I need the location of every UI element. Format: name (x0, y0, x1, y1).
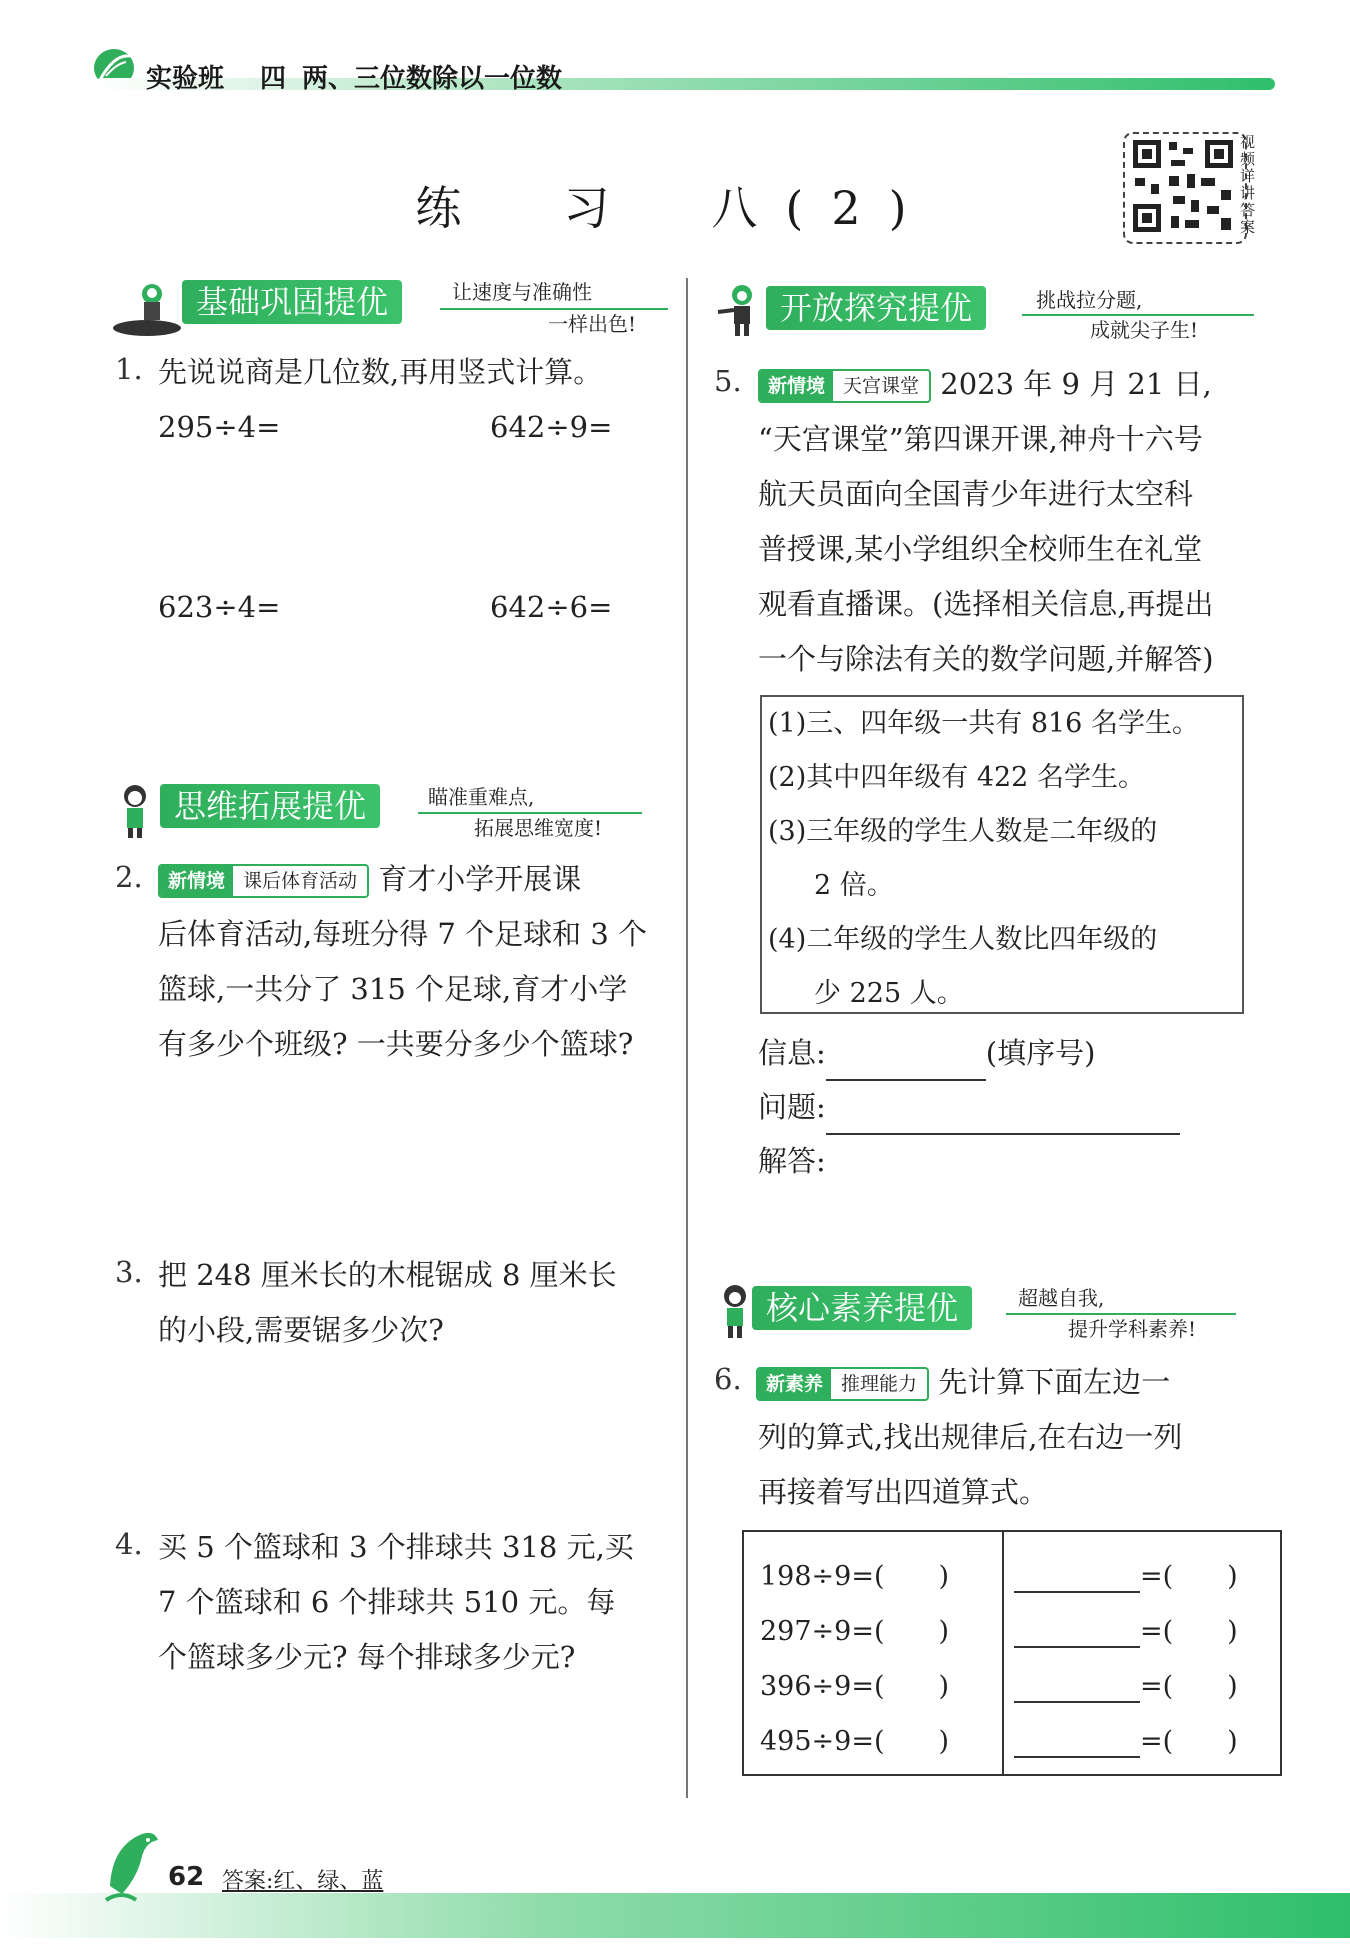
q1-item: 295÷4= (158, 410, 281, 444)
q6-table-divider (1002, 1532, 1004, 1774)
answer-note: 答案:红、绿、蓝 (222, 1869, 384, 1894)
column-divider (686, 278, 688, 1798)
q5-info-blank[interactable] (826, 1039, 986, 1081)
section-thinking-slogan-2: 拓展思维宽度! (474, 816, 603, 840)
section-basic-slogan-2: 一样出色! (548, 312, 637, 336)
section-open-slogan-1: 挑战拉分题, (1036, 288, 1143, 312)
q6-right-suffix: =( ) (1140, 1726, 1238, 1757)
q5-tag-green: 新情境 (760, 371, 833, 401)
q4-line: 7 个篮球和 6 个排球共 510 元。每 (158, 1585, 616, 1619)
q6-tag (756, 1367, 929, 1401)
q2-line: 后体育活动,每班分得 7 个足球和 3 个 (158, 917, 647, 951)
section-open-title: 开放探究提优 (766, 286, 986, 330)
q6-left-expr: 198÷9=( ) (760, 1561, 950, 1592)
section-thinking-slogan-1: 瞄准重难点, (428, 785, 535, 809)
page-number: 62 (168, 1862, 205, 1892)
q5-tag-white: 天宫课堂 (843, 375, 920, 397)
q5-line: 普授课,某小学组织全校师生在礼堂 (758, 532, 1203, 566)
section-thinking-title: 思维拓展提优 (160, 784, 380, 828)
q6-right-suffix: =( ) (1140, 1561, 1238, 1592)
q5-info-item: (4)二年级的学生人数比四年级的 (768, 924, 1158, 955)
q2-tag-white: 课后体育活动 (243, 870, 358, 892)
q6-number: 6. (714, 1362, 742, 1396)
q6-right-blank[interactable] (1014, 1561, 1140, 1593)
q3-line: 的小段,需要锯多少次? (158, 1313, 444, 1347)
q4-line: 买 5 个篮球和 3 个排球共 318 元,买 (158, 1530, 634, 1564)
q6-right-row (1014, 1554, 1238, 1593)
q5-line: 观看直播课。(选择相关信息,再提出 (758, 587, 1214, 621)
q4-line: 个篮球多少元? 每个排球多少元? (158, 1640, 576, 1674)
q6-line: 再接着写出四道算式。 (758, 1475, 1049, 1509)
q2-tag-green: 新情境 (160, 866, 233, 896)
q5-first-line (758, 357, 1212, 412)
section-core-slogan-1: 超越自我, (1018, 1286, 1105, 1310)
q4-number: 4. (115, 1527, 143, 1561)
q5-info-label: 信息: (758, 1036, 826, 1070)
q5-info-item: 少 225 人。 (814, 978, 964, 1009)
q5-answer-label: 解答: (758, 1144, 826, 1178)
q5-info-hint: (填序号) (985, 1036, 1096, 1070)
mascot-climber-icon (712, 282, 772, 340)
q6-right-blank[interactable] (1014, 1671, 1140, 1703)
mascot-surfer-icon (112, 280, 172, 338)
q5-line: “天宫课堂”第四课开课,神舟十六号 (758, 422, 1203, 456)
q3-line: 把 248 厘米长的木棍锯成 8 厘米长 (158, 1258, 617, 1292)
q1-item: 642÷6= (490, 590, 613, 624)
header-unit-title: 两、三位数除以一位数 (302, 64, 563, 94)
q6-right-row (1014, 1719, 1238, 1758)
q2-first-line (158, 852, 581, 907)
q5-info-item: (2)其中四年级有 422 名学生。 (768, 762, 1145, 793)
q6-pattern-table (742, 1530, 1282, 1776)
q5-info-item: (1)三、四年级一共有 816 名学生。 (768, 708, 1199, 739)
q6-right-suffix: =( ) (1140, 1616, 1238, 1647)
q5-info-item: 2 倍。 (814, 870, 894, 901)
qr-caption: 视频详讲答案 (1240, 133, 1256, 236)
q5-question-label: 问题: (758, 1090, 826, 1124)
q5-question-blank[interactable] (826, 1093, 1180, 1135)
q1-item: 623÷4= (158, 590, 281, 624)
q1-text: 先说说商是几位数,再用竖式计算。 (158, 355, 603, 389)
q1-item: 642÷9= (490, 410, 613, 444)
q5-info-item: (3)三年级的学生人数是二年级的 (768, 816, 1158, 847)
section-core-title: 核心素养提优 (752, 1286, 972, 1330)
q6-left-expr: 495÷9=( ) (760, 1726, 950, 1757)
q2-number: 2. (115, 860, 143, 894)
q6-right-suffix: =( ) (1140, 1671, 1238, 1702)
q1-number: 1. (115, 352, 143, 386)
q2-line: 有多少个班级? 一共要分多少个篮球? (158, 1027, 634, 1061)
section-open-slogan-2: 成就尖子生! (1090, 318, 1199, 342)
section-core-slogan-2: 提升学科素养! (1068, 1317, 1197, 1341)
q6-left-expr: 396÷9=( ) (760, 1671, 950, 1702)
header-brand: 实验班 (146, 64, 225, 94)
q5-info-row (758, 1026, 1095, 1081)
q6-right-row (1014, 1664, 1238, 1703)
q3-number: 3. (115, 1255, 143, 1289)
q5-line: 2023 年 9 月 21 日, (940, 367, 1212, 401)
header-unit: 四 (260, 64, 287, 94)
q5-question-row (758, 1080, 1180, 1135)
q5-line: 一个与除法有关的数学问题,并解答) (758, 642, 1214, 676)
q6-first-line (756, 1355, 1170, 1410)
q6-tag-white: 推理能力 (841, 1373, 918, 1395)
q6-line: 列的算式,找出规律后,在右边一列 (758, 1420, 1183, 1454)
q5-info-box (760, 695, 1244, 1014)
q5-line: 航天员面向全国青少年进行太空科 (758, 477, 1194, 511)
section-basic-title: 基础巩固提优 (182, 280, 402, 324)
section-basic-slogan-1: 让速度与准确性 (452, 280, 592, 304)
q6-right-row (1014, 1609, 1238, 1648)
q2-tag (158, 864, 369, 898)
footer-band (0, 1893, 1350, 1938)
q2-line: 育才小学开展课 (378, 862, 582, 896)
q2-line: 篮球,一共分了 315 个足球,育才小学 (158, 972, 628, 1006)
q6-line: 先计算下面左边一 (938, 1365, 1171, 1399)
qr-code[interactable] (1123, 132, 1247, 244)
q5-number: 5. (714, 364, 742, 398)
q6-tag-green: 新素养 (758, 1369, 831, 1399)
page-title: 练 习 八(2) (415, 181, 935, 235)
q5-tag (758, 369, 931, 403)
dolphin-icon (102, 1826, 164, 1906)
q6-right-blank[interactable] (1014, 1726, 1140, 1758)
q6-right-blank[interactable] (1014, 1616, 1140, 1648)
q6-left-expr: 297÷9=( ) (760, 1616, 950, 1647)
